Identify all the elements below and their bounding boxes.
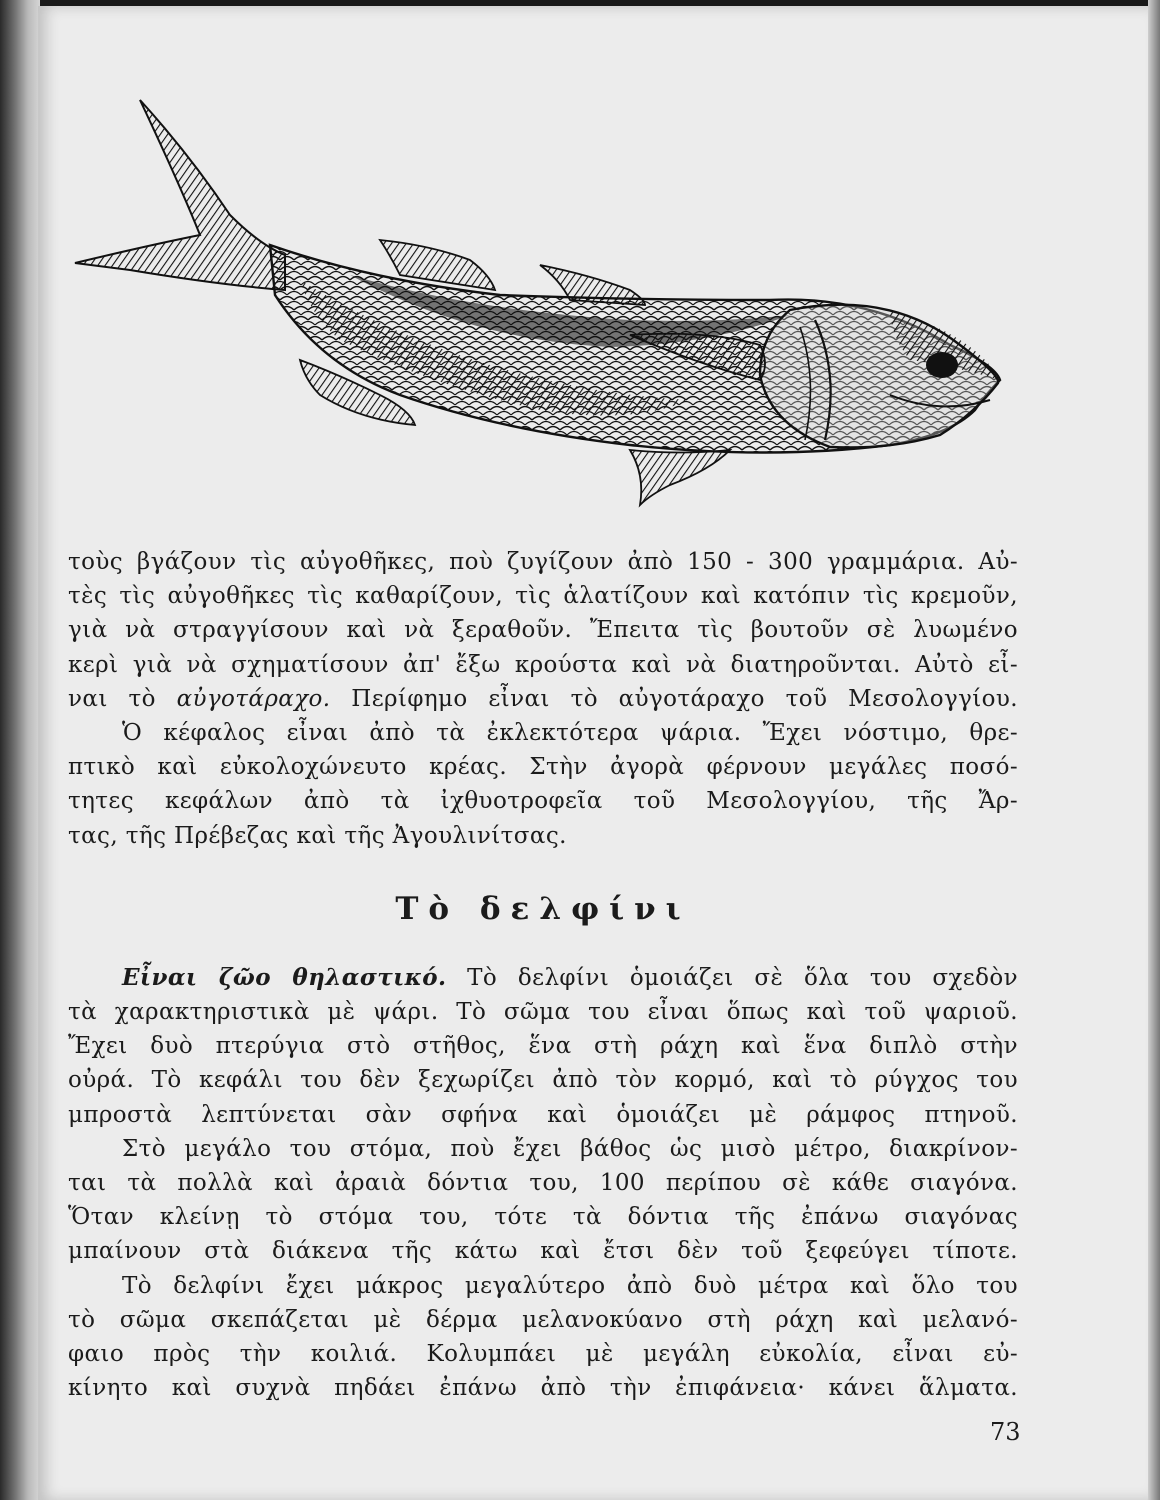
text-line [68, 961, 1018, 995]
bold-italic-lead: Εἶναι ζῶο θηλαστικό. [122, 963, 447, 991]
fish-head [760, 305, 998, 448]
text-block [68, 545, 1018, 1405]
text-line [68, 682, 1018, 716]
book-binding-edge [0, 0, 40, 1500]
text-line: Ἔχει δυὸ πτερύγια στὸ στῆθος, ἕνα στὴ ράχη καὶ ἕνα διπλὸ στὴν [68, 1033, 1018, 1060]
fish-illustration-icon [70, 95, 1010, 515]
fish-eye [926, 352, 958, 378]
text-line: Στὸ μεγάλο του στόμα, ποὺ ἔχει βάθος ὡς μισὸ μέτρο, διακρίνον- [122, 1135, 1018, 1162]
fish-pelvic-fin [630, 450, 730, 505]
text-line: κίνητο καὶ συχνὰ πηδάει ἐπάνω ἀπὸ τὴν ἐπιφάνεια· κάνει ἅλματα. [68, 1375, 1018, 1402]
text-line: φαιο πρὸς τὴν κοιλιά. Κολυμπάει μὲ μεγάλη εὐκολία, εἶναι εὐ- [68, 1341, 1018, 1368]
fish-tail-fin [75, 100, 285, 290]
paragraph-mullet-roe [68, 545, 1018, 716]
text-line: τας, τῆς Πρέβεζας καὶ τῆς Ἀγουλινίτσας. [68, 822, 567, 849]
text-line: οὐρά. Τὸ κεφάλι του δὲν ξεχωρίζει ἀπὸ τὸν κορμό, καὶ τὸ ρύγχος του [68, 1067, 1018, 1094]
text-line: πτικὸ καὶ εὐκολοχώνευτο κρέας. Στὴν ἀγορὰ φέρνουν μεγάλες ποσό- [68, 754, 1018, 781]
text-line: ται τὰ πολλὰ καὶ ἀραιὰ δόντια του, 100 περίπου σὲ κάθε σιαγόνα. [68, 1170, 1018, 1197]
page-edge-shadow [1148, 0, 1160, 1500]
paragraph-kefalos [68, 716, 1018, 853]
paragraph-dolphin-size [68, 1269, 1018, 1406]
text-line: Ὁ κέφαλος εἶναι ἀπὸ τὰ ἐκλεκτότερα ψάρια. Ἔχει νόστιμο, θρε- [122, 720, 1018, 747]
text-segment: Περίφημο εἶναι τὸ αὐγοτάραχο τοῦ Μεσολογγίου. [330, 685, 1018, 712]
text-line: κερὶ γιὰ νὰ σχηματίσουν ἀπ' ἔξω κρούστα καὶ νὰ διατηροῦνται. Αὐτὸ εἶ- [68, 651, 1018, 678]
text-line: Ὅταν κλείνῃ τὸ στόμα του, τότε τὰ δόντια τῆς ἐπάνω σιαγόνας [68, 1204, 1018, 1231]
text-line: γιὰ νὰ στραγγίσουν καὶ νὰ ξεραθοῦν. Ἔπειτα τὶς βουτοῦν σὲ λυωμένο [68, 617, 1018, 644]
text-line: τητες κεφάλων ἀπὸ τὰ ἰχθυοτροφεῖα τοῦ Μεσολογγίου, τῆς Ἄρ- [68, 788, 1018, 815]
text-line: μπαίνουν στὰ διάκενα τῆς κάτω καὶ ἔτσι δὲν τοῦ ξεφεύγει τίποτε. [68, 1238, 1018, 1265]
text-segment: ναι τὸ [68, 685, 177, 712]
text-segment: Τὸ δελφίνι ὁμοιάζει σὲ ὅλα του σχεδὸν [446, 964, 1018, 991]
italic-term-avgotaracho: αὐγοτάραχο. [176, 685, 331, 712]
text-line: τοὺς βγάζουν τὶς αὐγοθῆκες, ποὺ ζυγίζουν ἀπὸ 150 - 300 γραμμάρια. Αὐ- [68, 549, 1018, 575]
text-line: Τὸ δελφίνι ἔχει μάκρος μεγαλύτερο ἀπὸ δυὸ μέτρα καὶ ὅλο του [122, 1272, 1018, 1299]
paragraph-dolphin-mouth [68, 1132, 1018, 1269]
section-heading: Τὸ δελφίνι [395, 890, 691, 927]
page-number: 73 [990, 1418, 1021, 1446]
text-line: τὸ σῶμα σκεπάζεται μὲ δέρμα μελανοκύανο στὴ ράχη καὶ μελανό- [68, 1306, 1018, 1333]
paragraph-dolphin-mammal [68, 961, 1018, 1132]
text-line: τὲς τὶς αὐγοθῆκες τὶς καθαρίζουν, τὶς ἁλατίζουν καὶ κατόπιν τὶς κρεμοῦν, [68, 583, 1018, 610]
text-line: μπροστὰ λεπτύνεται σὰν σφήνα καὶ ὁμοιάζει μὲ ράμφος πτηνοῦ. [68, 1101, 1018, 1128]
text-line: τὰ χαρακτηριστικὰ μὲ ψάρι. Τὸ σῶμα του εἶναι ὅπως καὶ τοῦ ψαριοῦ. [68, 999, 1018, 1026]
